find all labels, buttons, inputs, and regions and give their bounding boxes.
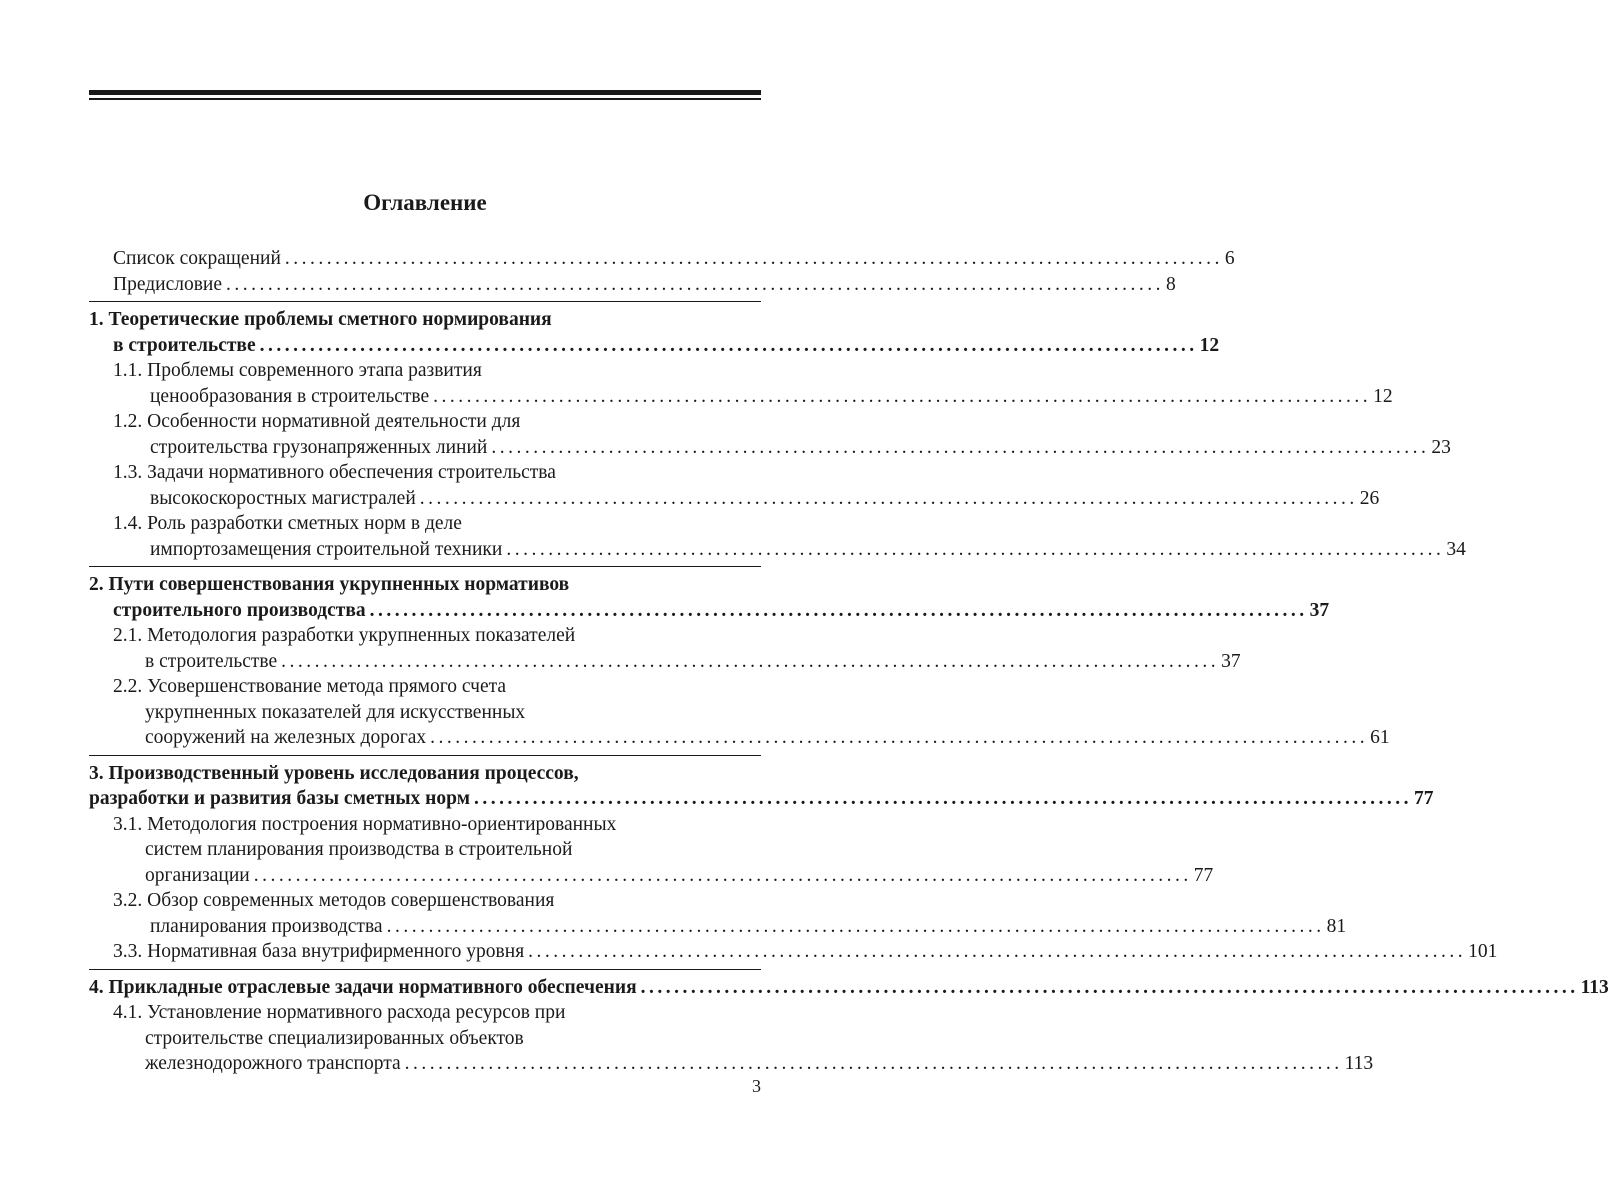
section-title-line: импортозамещения строительной техники	[150, 538, 503, 560]
toc-page-number: 81	[1326, 915, 1347, 937]
toc-section-2-2-cont[interactable]	[89, 700, 761, 726]
dot-leader: ................................................................................................................	[433, 385, 1372, 407]
section-title-line: железнодорожного транспорта	[145, 1053, 401, 1074]
section-title-line: укрупненных показателей для искусственных	[145, 701, 526, 723]
section-title-line: систем планирования производства в строительной	[145, 839, 573, 860]
section-title-line: 4.1. Установление нормативного расхода ресурсов при	[113, 1002, 566, 1023]
toc-section-2-1-cont[interactable]	[89, 649, 1241, 675]
chapter-title-line: 4. Прикладные отраслевые задачи нормативного обеспечения	[89, 976, 637, 998]
toc-page-number: 101	[1468, 941, 1498, 962]
section-title-line: 1.2. Особенности нормативной деятельности для	[113, 411, 521, 432]
toc-section-1-4-cont[interactable]	[89, 537, 1466, 563]
dot-leader: ................................................................................................................	[419, 487, 1358, 509]
toc-entry-preface[interactable]	[89, 272, 1176, 298]
toc-chapter-4[interactable]	[89, 975, 1609, 1001]
dot-leader: ................................................................................................................	[281, 650, 1220, 672]
toc-section-1-1-cont[interactable]	[89, 384, 1393, 410]
toc-section-1-1[interactable]	[89, 358, 761, 384]
dot-leader: ................................................................................................................	[226, 273, 1165, 295]
toc-chapter-2[interactable]	[89, 572, 761, 598]
section-title-line: сооружений на железных дорогах	[145, 727, 427, 748]
toc-section-3-1-cont2[interactable]	[89, 863, 1214, 889]
section-title-line: 1.4. Роль разработки сметных норм в деле	[113, 513, 462, 534]
toc-section-3-3[interactable]	[89, 939, 1498, 965]
toc-page-number: 34	[1446, 538, 1466, 560]
section-title-line: строительства грузонапряженных линий	[150, 436, 488, 458]
section-title-line: ценообразования в строительстве	[150, 385, 430, 407]
toc-page-number: 12	[1199, 334, 1220, 356]
section-title-line: 3.3. Нормативная база внутрифирменного уровня	[113, 941, 525, 962]
section-title-line: 2.2. Усовершенствование метода прямого счета	[113, 676, 507, 697]
dot-leader: ................................................................................................................	[430, 727, 1369, 748]
dot-leader: ................................................................................................................	[474, 788, 1412, 809]
dot-leader: ................................................................................................................	[284, 248, 1223, 269]
dot-leader: ................................................................................................................	[640, 976, 1579, 998]
toc-section-1-2[interactable]	[89, 409, 761, 435]
dot-leader: ................................................................................................................	[386, 915, 1325, 937]
toc-section-4-1-cont2[interactable]	[89, 1051, 1374, 1077]
top-rule-thick	[89, 90, 761, 95]
toc-page-number: 26	[1359, 487, 1380, 509]
section-divider	[89, 301, 761, 302]
toc-title: Оглавление	[363, 190, 487, 215]
toc-chapter-1[interactable]	[89, 307, 761, 333]
section-title-line: планирования производства	[150, 915, 383, 937]
top-rule-thin	[89, 98, 761, 100]
dot-leader: ................................................................................................................	[491, 436, 1430, 458]
chapter-title-line: 2. Пути совершенствования укрупненных нормативов	[89, 574, 570, 595]
page-number: 3	[752, 1076, 761, 1096]
toc-page-number: 12	[1373, 385, 1393, 407]
section-title-line: 3.2. Обзор современных методов совершенствования	[113, 890, 555, 911]
section-title-line: в строительстве	[145, 650, 278, 672]
section-title-line: высокоскоростных магистралей	[150, 487, 416, 509]
toc-section-2-1[interactable]	[89, 623, 761, 649]
section-title-line: 2.1. Методология разработки укрупненных показателей	[113, 625, 576, 646]
section-title-line: 1.1. Проблемы современного этапа развития	[113, 360, 482, 381]
toc-page-number: 77	[1193, 864, 1214, 886]
toc-page-number: 37	[1221, 650, 1241, 672]
toc-page-number: 113	[1580, 976, 1609, 998]
toc-section-2-2[interactable]	[89, 674, 761, 700]
chapter-title-line: 1. Теоретические проблемы сметного нормирования	[89, 309, 552, 330]
toc-entry-text: Список сокращений	[113, 248, 281, 269]
toc-section-1-3[interactable]	[89, 460, 761, 486]
section-title-line: 3.1. Методология построения нормативно-ориентированных	[113, 813, 617, 835]
toc-entry-text: Предисловие	[113, 273, 223, 295]
toc-page-number: 23	[1431, 436, 1451, 458]
toc-chapter-3[interactable]	[89, 761, 761, 787]
toc-section-4-1-cont[interactable]	[89, 1026, 761, 1052]
toc-chapter-1-cont[interactable]	[89, 333, 1220, 359]
toc-page-number: 61	[1370, 727, 1390, 748]
chapter-title-line: в строительстве	[113, 334, 256, 356]
dot-leader: ................................................................................................................	[528, 941, 1467, 962]
toc-section-1-2-cont[interactable]	[89, 435, 1451, 461]
dot-leader: ................................................................................................................	[259, 334, 1198, 356]
section-divider	[89, 755, 761, 756]
table-of-contents	[89, 246, 1609, 1077]
toc-chapter-3-cont[interactable]	[89, 786, 1434, 812]
toc-section-3-2[interactable]	[89, 888, 761, 914]
dot-leader: ................................................................................................................	[404, 1053, 1343, 1074]
toc-section-3-2-cont[interactable]	[89, 914, 1347, 940]
toc-chapter-2-cont[interactable]	[89, 598, 1330, 624]
toc-section-4-1[interactable]	[89, 1000, 761, 1026]
section-title-line: организации	[145, 864, 250, 886]
toc-section-1-4[interactable]	[89, 511, 761, 537]
dot-leader: ................................................................................................................	[506, 538, 1445, 560]
toc-entry-abbreviations[interactable]	[89, 246, 1235, 272]
toc-page-number: 113	[1344, 1053, 1374, 1074]
toc-section-2-2-cont2[interactable]	[89, 725, 1390, 751]
section-divider	[89, 969, 761, 970]
chapter-title-line: разработки и развития базы сметных норм	[89, 788, 470, 809]
toc-section-1-3-cont[interactable]	[89, 486, 1380, 512]
dot-leader: ................................................................................................................	[369, 599, 1308, 621]
section-title-line: строительстве специализированных объектов	[145, 1027, 524, 1049]
chapter-title-line: 3. Производственный уровень исследования процессов,	[89, 762, 579, 784]
toc-section-3-1-cont[interactable]	[89, 837, 761, 863]
chapter-title-line: строительного производства	[113, 599, 366, 621]
toc-page-number: 6	[1224, 248, 1235, 269]
toc-page-number: 8	[1166, 273, 1176, 295]
toc-page-number: 37	[1309, 599, 1330, 621]
section-divider	[89, 566, 761, 567]
toc-section-3-1[interactable]	[89, 812, 761, 838]
section-title-line: 1.3. Задачи нормативного обеспечения строительства	[113, 462, 556, 483]
toc-page-number: 77	[1414, 788, 1434, 809]
dot-leader: ................................................................................................................	[253, 864, 1192, 886]
